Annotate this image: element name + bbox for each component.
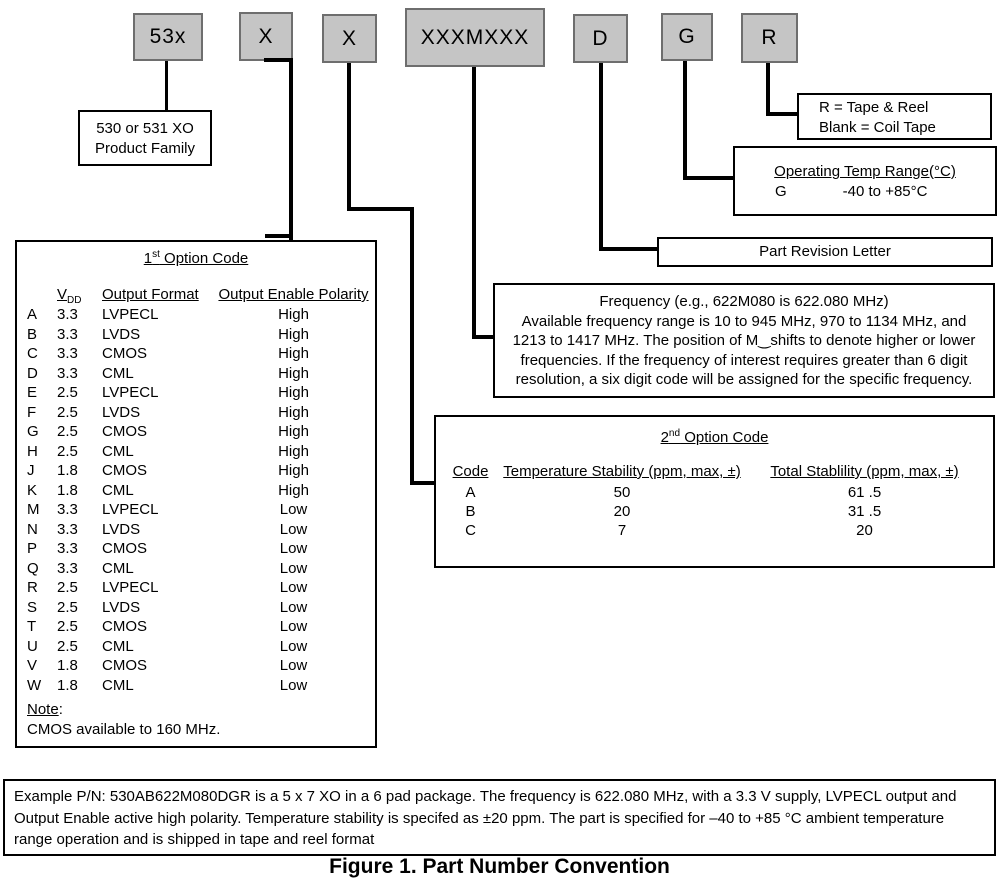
option1-table-row — [17, 520, 375, 540]
option1-table-row — [17, 344, 375, 364]
option1-cell-vdd: 3.3 — [57, 306, 78, 323]
connector-family-v — [165, 61, 168, 110]
code-box-frequency — [405, 8, 545, 67]
option1-cell-format: LVDS — [102, 520, 141, 538]
part-revision-box — [657, 237, 993, 267]
option1-cell-code: Q — [27, 559, 39, 577]
option1-cell-vdd: 2.5 — [57, 423, 78, 440]
option2-cell-code: C — [465, 522, 476, 539]
code-box-revision-label: D — [592, 26, 609, 50]
code-box-revision — [573, 14, 628, 63]
option1-cell-code: N — [27, 520, 38, 538]
option1-cell-format: CMOS — [102, 345, 147, 362]
option1-cell-vdd: 1.8 — [57, 481, 78, 499]
connector-temp-range-h — [683, 176, 735, 180]
option1-cell-code: A — [27, 306, 38, 323]
option1-cell-vdd: 2.5 — [57, 384, 78, 401]
option1-cell-vdd: 2.5 — [57, 579, 78, 596]
option1-header-row — [17, 285, 375, 305]
option1-table-row — [17, 637, 375, 657]
option1-cell-vdd: 3.3 — [57, 520, 78, 538]
option2-cell-code: B — [465, 503, 476, 520]
connector-revision-h — [599, 247, 659, 251]
option1-table-row — [17, 442, 375, 462]
connector-option2-v2 — [410, 207, 414, 485]
option1-cell-polarity: High — [278, 423, 309, 440]
option1-cell-vdd: 3.3 — [57, 501, 78, 518]
option2-rows — [436, 483, 993, 540]
option1-cell-format: CML — [102, 637, 134, 655]
code-box-temp-range — [661, 13, 713, 61]
operating-temp-range: -40 to +85°C — [842, 183, 928, 200]
option1-cell-vdd: 3.3 — [57, 364, 78, 382]
option1-cell-code: M — [27, 501, 40, 518]
option1-cell-format: CML — [102, 481, 134, 499]
option1-box — [15, 240, 377, 748]
option1-cell-format: CML — [102, 442, 134, 460]
code-box-temp-range-label: G — [678, 25, 696, 48]
option1-cell-code: T — [27, 618, 37, 635]
option1-cell-format: CML — [102, 559, 134, 577]
option1-cell-format: LVDS — [102, 325, 141, 343]
option1-cell-vdd: 2.5 — [57, 442, 78, 460]
option1-cell-vdd: 1.8 — [57, 657, 78, 674]
option1-cell-vdd: 2.5 — [57, 637, 78, 655]
connector-revision-v — [599, 63, 603, 251]
option1-title: 1st Option Code — [143, 249, 249, 267]
option2-cell-code: A — [465, 484, 476, 501]
option2-table-row — [436, 521, 993, 540]
option1-cell-format: CML — [102, 676, 134, 694]
option1-table-row — [17, 461, 375, 481]
option1-cell-format: CMOS — [102, 618, 147, 635]
option1-cell-format: CML — [102, 364, 134, 382]
option1-cell-format: LVPECL — [102, 306, 159, 323]
option2-cell-temp-stability: 20 — [613, 503, 631, 520]
option2-col-code: Code — [452, 463, 489, 480]
code-box-tape-reel — [741, 13, 798, 63]
connector-option2-v1 — [347, 63, 351, 211]
option1-cell-code: S — [27, 598, 38, 616]
option1-table-row — [17, 500, 375, 520]
option1-cell-code: U — [27, 637, 38, 655]
part-revision-label: Part Revision Letter — [759, 243, 891, 260]
option1-cell-vdd: 2.5 — [57, 403, 78, 421]
option1-cell-code: V — [27, 657, 38, 674]
figure-caption: Figure 1. Part Number Convention — [329, 855, 670, 878]
option1-table-row — [17, 617, 375, 637]
option1-col-format: Output Format — [102, 286, 199, 303]
tape-reel-line1: R = Tape & Reel — [819, 99, 929, 116]
frequency-line5: resolution, a six digit code will be assigned for the specific frequency. — [515, 371, 973, 388]
operating-temp-title: Operating Temp Range(°C) — [774, 163, 956, 180]
option1-cell-format: LVDS — [102, 598, 141, 616]
option1-cell-code: G — [27, 423, 39, 440]
option1-cell-format: LVPECL — [102, 384, 159, 401]
option1-cell-polarity: High — [278, 325, 309, 343]
option1-table-row — [17, 656, 375, 676]
option1-col-polarity: Output Enable Polarity — [218, 286, 369, 303]
option1-table-row — [17, 539, 375, 559]
option1-cell-polarity: Low — [279, 676, 308, 694]
code-box-family — [133, 13, 203, 61]
operating-temp-box — [733, 146, 997, 216]
option2-box — [434, 415, 995, 568]
option1-cell-code: B — [27, 325, 38, 343]
option2-cell-total-stability: 20 — [856, 522, 873, 539]
option1-cell-polarity: Low — [279, 520, 308, 538]
option1-cell-polarity: Low — [279, 501, 308, 518]
option1-cell-vdd: 3.3 — [57, 345, 78, 362]
option1-cell-code: W — [27, 676, 42, 694]
option1-table-row — [17, 559, 375, 579]
option1-cell-format: CMOS — [102, 423, 147, 440]
frequency-line4: frequencies. If the frequency of interest requires greater than 6 digit — [520, 351, 968, 369]
option2-table-row — [436, 502, 993, 521]
connector-frequency-h — [472, 335, 495, 339]
example-pn-text: Example P/N: 530AB622M080DGR is a 5 x 7 XO in a 6 pad package. The frequency is 622.080 MHz, with a 3.3 V supply, LVPECL output and Output Enable active high polarity. Temperature stability is specifed as ±20 ppm. The part is specified for –40 to +85 °C ambient temperature range operation and is shipped in tape and reel format — [14, 788, 957, 848]
option1-note-label: Note — [27, 701, 59, 718]
option1-cell-vdd: 3.3 — [57, 540, 78, 557]
option1-table-row — [17, 422, 375, 442]
option1-note-text: CMOS available to 160 MHz. — [27, 721, 221, 738]
product-family-box — [78, 110, 212, 166]
option1-table-row — [17, 325, 375, 345]
code-box-option2 — [322, 14, 377, 63]
option2-table-row — [436, 483, 993, 502]
option2-col-temp-stability: Temperature Stability (ppm, max, ±) — [503, 463, 741, 480]
code-box-frequency-label: XXXMXXX — [420, 25, 530, 49]
option1-cell-vdd: 1.8 — [57, 462, 78, 479]
option1-cell-vdd: 3.3 — [57, 559, 78, 577]
product-family-line2: Product Family — [94, 140, 196, 157]
option1-cell-format: CMOS — [102, 540, 147, 557]
option1-cell-polarity: Low — [279, 657, 308, 674]
connector-tape-reel-v — [766, 63, 770, 116]
option1-cell-polarity: Low — [279, 579, 308, 596]
option1-table-row — [17, 578, 375, 598]
option1-cell-polarity: High — [278, 364, 309, 382]
option1-cell-vdd: 2.5 — [57, 598, 78, 616]
option1-cell-code: K — [27, 481, 38, 499]
tape-reel-line2: Blank = Coil Tape — [819, 119, 936, 136]
option1-cell-code: F — [27, 403, 37, 421]
option1-cell-polarity: High — [278, 345, 309, 362]
option2-cell-total-stability: 31 .5 — [847, 503, 882, 520]
operating-temp-code: G — [775, 183, 787, 200]
option1-cell-vdd: 3.3 — [57, 325, 78, 343]
option1-cell-vdd: 2.5 — [57, 618, 78, 635]
frequency-line1: Frequency (e.g., 622M080 is 622.080 MHz) — [599, 293, 889, 310]
option1-rows — [17, 305, 375, 695]
option1-cell-code: D — [27, 364, 38, 382]
option1-table-row — [17, 383, 375, 403]
option1-cell-polarity: Low — [279, 559, 308, 577]
option1-cell-code: J — [27, 462, 35, 479]
option1-cell-polarity: High — [278, 442, 309, 460]
option1-cell-polarity: Low — [279, 540, 308, 557]
option2-title: 2nd Option Code — [660, 428, 769, 446]
option1-table-row — [17, 403, 375, 423]
code-box-family-label: 53x — [149, 25, 187, 48]
option1-cell-format: LVPECL — [102, 501, 159, 518]
option1-cell-code: E — [27, 384, 38, 401]
code-box-option2-label: X — [341, 26, 357, 50]
connector-option2-h2 — [410, 481, 436, 485]
option1-cell-code: C — [27, 345, 38, 362]
example-pn-box — [3, 779, 996, 856]
option1-cell-format: LVPECL — [102, 579, 159, 596]
option2-cell-temp-stability: 50 — [613, 484, 631, 501]
option1-cell-polarity: Low — [279, 637, 308, 655]
connector-tape-reel-h — [766, 112, 799, 116]
option1-table-row — [17, 481, 375, 501]
option1-cell-polarity: Low — [279, 598, 308, 616]
option1-cell-polarity: High — [278, 481, 309, 499]
option1-cell-format: CMOS — [102, 657, 147, 674]
connector-option1-v — [289, 58, 293, 240]
option1-cell-polarity: Low — [279, 618, 308, 635]
option2-col-total-stability: Total Stablility (ppm, max, ±) — [770, 463, 959, 480]
tape-reel-box — [797, 93, 992, 140]
option1-cell-code: P — [27, 540, 38, 557]
code-box-option1-label: X — [258, 24, 274, 48]
option1-note: Note: CMOS available to 160 MHz. — [27, 700, 375, 740]
frequency-box — [493, 283, 995, 398]
option1-cell-format: LVDS — [102, 403, 141, 421]
option2-cell-total-stability: 61 .5 — [847, 484, 882, 501]
code-box-tape-reel-label: R — [761, 26, 778, 49]
code-box-option1 — [239, 12, 293, 61]
option1-cell-code: H — [27, 442, 38, 460]
connector-temp-range-v — [683, 61, 687, 180]
connector-frequency-v — [472, 67, 476, 339]
frequency-line2: Available frequency range is 10 to 945 MHz, 970 to 1134 MHz, and — [521, 312, 967, 330]
option1-cell-code: R — [27, 579, 38, 596]
option1-table-row — [17, 598, 375, 618]
product-family-line1: 530 or 531 XO — [96, 120, 194, 137]
option1-col-vdd: $V_{DD}$ — [57, 286, 82, 306]
option1-cell-polarity: High — [278, 306, 309, 323]
option1-table-row — [17, 364, 375, 384]
frequency-line3: 1213 to 1417 MHz. The position of M‿shifts to denote higher or lower — [512, 332, 976, 349]
option1-table-row — [17, 676, 375, 696]
option1-cell-vdd: 1.8 — [57, 676, 78, 694]
connector-option2-h1 — [347, 207, 414, 211]
connector-option1-stub-bottom — [265, 234, 293, 238]
option1-cell-polarity: High — [278, 384, 309, 401]
option1-table-row — [17, 305, 375, 325]
option2-header-row — [436, 462, 993, 483]
option1-cell-polarity: High — [278, 403, 309, 421]
option2-cell-temp-stability: 7 — [617, 522, 627, 539]
option1-cell-polarity: High — [278, 462, 309, 479]
option1-cell-format: CMOS — [102, 462, 147, 479]
